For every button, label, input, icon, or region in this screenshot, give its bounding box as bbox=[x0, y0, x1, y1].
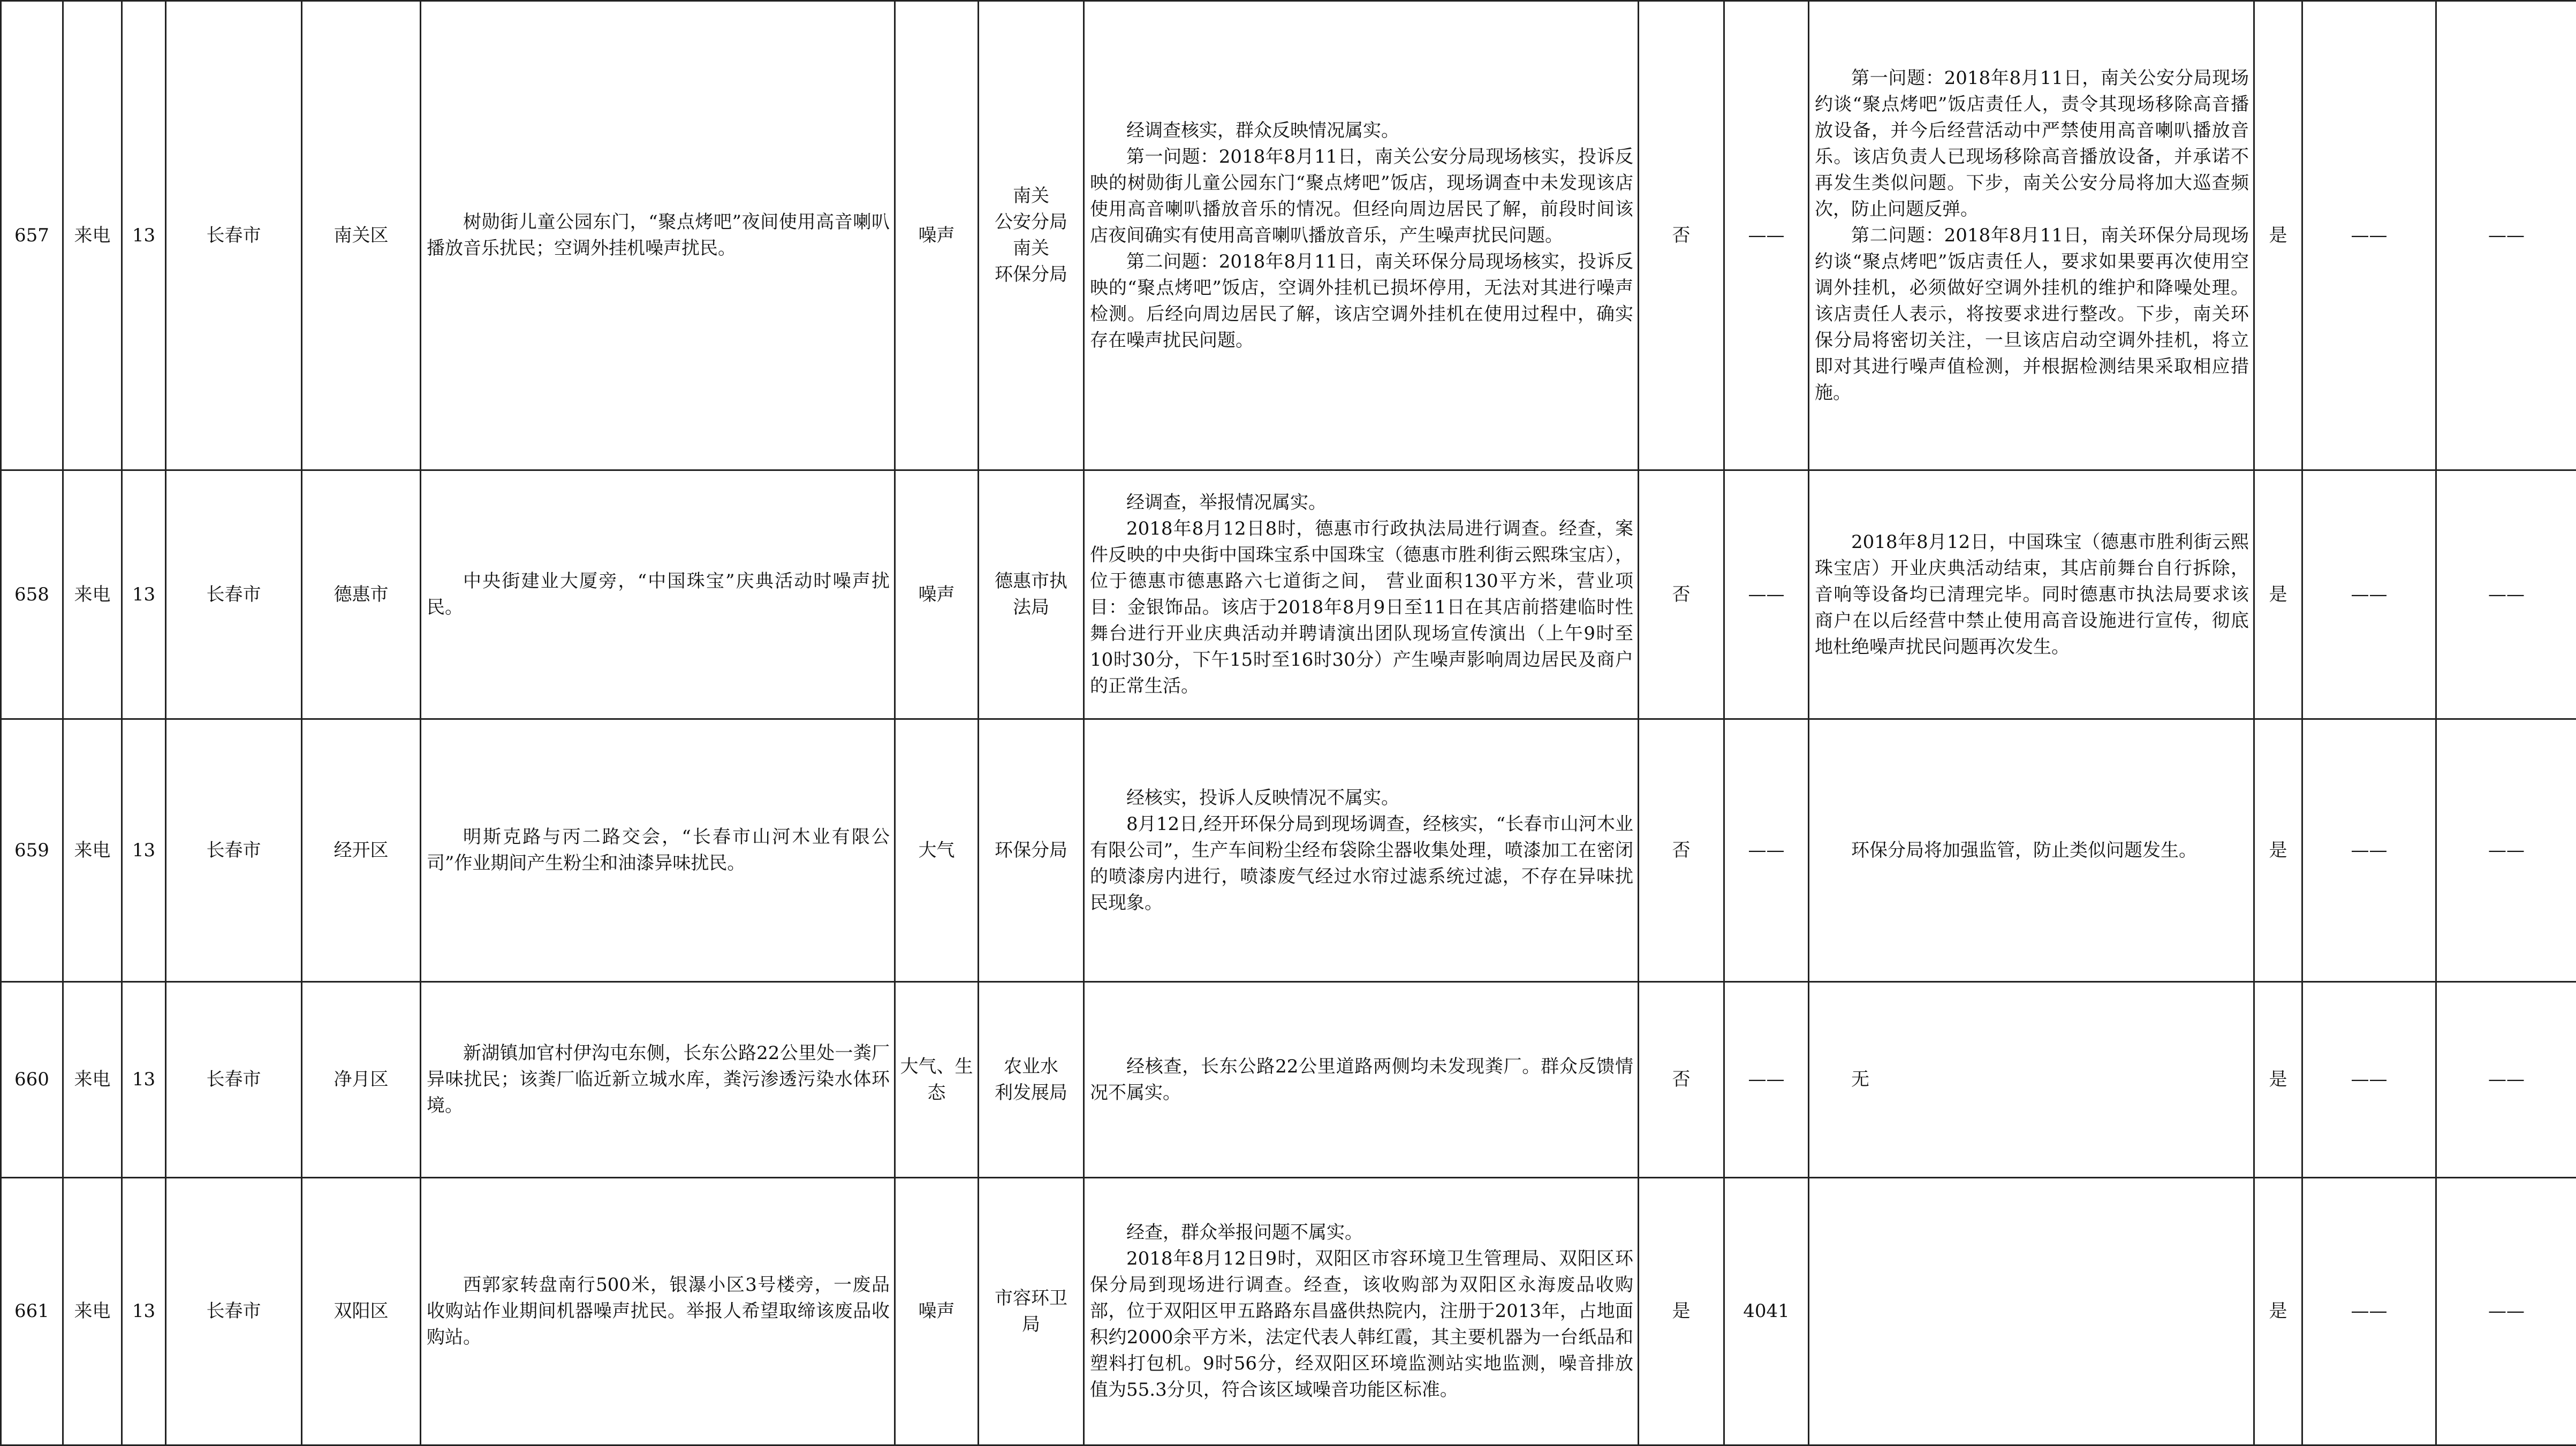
source-cell: 来电 bbox=[63, 982, 122, 1178]
rectification-paragraph: 环保分局将加强监管，防止类似问题发生。 bbox=[1851, 839, 2197, 861]
source-cell: 来电 bbox=[63, 719, 122, 982]
penalty-detail-cell: 4041 bbox=[1724, 1178, 1809, 1445]
source-cell: 来电 bbox=[63, 1, 122, 470]
agency-cell bbox=[979, 1178, 1084, 1445]
rectification-paragraph: 2018年8月12日，中国珠宝（德惠市胜利街云熙珠宝店）开业庆典活动结束，其店前舞台自行拆除，音响等设备均已清理完毕。同时德惠市执法局要求该商户在以后经营中禁止使用高音设施进行宣传，彻底地杜绝噪声扰民问题再次发生。 bbox=[1815, 531, 2249, 658]
agency-cell bbox=[979, 1, 1084, 470]
findings-paragraph: 第二问题：2018年8月11日，南关环保分局现场核实，投诉反映的“聚点烤吧”饭店，空调外挂机已损坏停用，无法对其进行噪声检测。后经向周边居民了解，该店空调外挂机在使用过程中，确实存在噪声扰民问题。 bbox=[1090, 250, 1633, 351]
findings-paragraph: 经核实，投诉人反映情况不属实。 bbox=[1126, 787, 1399, 809]
rectification-cell bbox=[1809, 470, 2254, 719]
city-cell: 长春市 bbox=[166, 982, 302, 1178]
dash-cell: —— bbox=[2302, 470, 2436, 719]
findings-paragraph: 2018年8月12日8时，德惠市行政执法局进行调查。经查，案件反映的中央街中国珠宝系中国珠宝（德惠市胜利街云熙珠宝店），位于德惠市德惠路六七道街之间， 营业面积130平方米，营业项目：金银饰品。该店于2018年8月9日至11日在其店前搭建临时性舞台进行开业庆典活动并聘请演出团队现场宣传演出（上午9时至10时30分，下午15时至16时30分）产生噪声影响周边居民及商户的正常生活。 bbox=[1090, 518, 1633, 697]
city-cell: 长春市 bbox=[166, 470, 302, 719]
agency-line: 南关 bbox=[1013, 185, 1049, 207]
findings-cell bbox=[1084, 470, 1639, 719]
type-cell: 噪声 bbox=[895, 470, 979, 719]
rectification-cell bbox=[1809, 982, 2254, 1178]
complaint-text: 明斯克路与丙二路交会，“长春市山河木业有限公司”作业期间产生粉尘和油漆异味扰民。 bbox=[427, 826, 890, 874]
penalty-detail-cell: —— bbox=[1724, 1, 1809, 470]
findings-paragraph: 8月12日,经开环保分局到现场调查，经核实，“长春市山河木业有限公司”，生产车间粉尘经布袋除尘器收集处理，喷漆加工在密闭的喷漆房内进行，喷漆废气经过水帘过滤系统过滤，不存在异味扰民现象。 bbox=[1090, 813, 1633, 914]
findings-cell bbox=[1084, 1178, 1639, 1445]
rectification-paragraph: 无 bbox=[1851, 1069, 1869, 1090]
table-row bbox=[1, 982, 2576, 1178]
findings-cell bbox=[1084, 982, 1639, 1178]
batch-cell: 13 bbox=[122, 719, 166, 982]
agency-line: 农业水 bbox=[1004, 1055, 1058, 1077]
district-cell: 南关区 bbox=[302, 1, 421, 470]
agency-line: 利发展局 bbox=[995, 1082, 1067, 1103]
findings-paragraph: 经查，群众举报问题不属实。 bbox=[1126, 1222, 1363, 1243]
agency-cell bbox=[979, 470, 1084, 719]
batch-cell: 13 bbox=[122, 1, 166, 470]
complaint-cell bbox=[421, 719, 895, 982]
table-row bbox=[1, 719, 2576, 982]
penalty-cell: 否 bbox=[1639, 982, 1724, 1178]
penalty-cell: 否 bbox=[1639, 719, 1724, 982]
row-number: 661 bbox=[1, 1178, 63, 1445]
closed-cell: 是 bbox=[2254, 1, 2302, 470]
closed-cell: 是 bbox=[2254, 470, 2302, 719]
findings-paragraph: 第一问题：2018年8月11日，南关公安分局现场核实，投诉反映的树勋街儿童公园东门“聚点烤吧”饭店，现场调查中未发现该店使用高音喇叭播放音乐的情况。但经向周边居民了解，前段时间该店夜间确实有使用高音喇叭播放音乐，产生噪声扰民问题。 bbox=[1090, 146, 1633, 246]
complaint-text: 西郭家转盘南行500米，银瀑小区3号楼旁，一废品收购站作业期间机器噪声扰民。举报人希望取缔该废品收购站。 bbox=[427, 1274, 890, 1348]
table-row bbox=[1, 1, 2576, 470]
complaint-cell bbox=[421, 1178, 895, 1445]
findings-paragraph: 经调查，举报情况属实。 bbox=[1126, 492, 1327, 513]
type-cell: 噪声 bbox=[895, 1178, 979, 1445]
agency-line: 公安分局 bbox=[995, 211, 1067, 233]
table-row bbox=[1, 1178, 2576, 1445]
dash-cell: —— bbox=[2302, 719, 2436, 982]
rectification-cell bbox=[1809, 1, 2254, 470]
row-number: 660 bbox=[1, 982, 63, 1178]
city-cell: 长春市 bbox=[166, 719, 302, 982]
dash-cell: —— bbox=[2302, 1178, 2436, 1445]
penalty-cell: 否 bbox=[1639, 470, 1724, 719]
findings-cell bbox=[1084, 1, 1639, 470]
city-cell: 长春市 bbox=[166, 1178, 302, 1445]
agency-cell bbox=[979, 982, 1084, 1178]
district-cell: 双阳区 bbox=[302, 1178, 421, 1445]
rectification-paragraph: 第一问题：2018年8月11日，南关公安分局现场约谈“聚点烤吧”饭店责任人，责令其现场移除高音播放设备，并今后经营活动中严禁使用高音喇叭播放音乐。该店负责人已现场移除高音播放设备，并承诺不再发生类似问题。下步，南关公安分局将加大巡查频次，防止问题反弹。 bbox=[1815, 67, 2249, 220]
closed-cell: 是 bbox=[2254, 1178, 2302, 1445]
dash-cell: —— bbox=[2302, 982, 2436, 1178]
source-cell: 来电 bbox=[63, 470, 122, 719]
row-number: 658 bbox=[1, 470, 63, 719]
dash-cell: —— bbox=[2436, 719, 2576, 982]
district-cell: 净月区 bbox=[302, 982, 421, 1178]
source-cell: 来电 bbox=[63, 1178, 122, 1445]
row-number: 657 bbox=[1, 1, 63, 470]
agency-line: 局 bbox=[1022, 1313, 1040, 1335]
penalty-cell: 否 bbox=[1639, 1, 1724, 470]
agency-line: 环保分局 bbox=[995, 839, 1067, 861]
penalty-cell: 是 bbox=[1639, 1178, 1724, 1445]
rectification-cell bbox=[1809, 1178, 2254, 1445]
findings-paragraph: 2018年8月12日9时，双阳区市容环境卫生管理局、双阳区环保分局到现场进行调查。经查，该收购部为双阳区永海废品收购部，位于双阳区甲五路路东昌盛供热院内，注册于2013年，占地面积约2000余平方米，法定代表人韩红霞，其主要机器为一台纸品和塑料打包机。9时56分，经双阳区环境监测站实地监测，噪音排放值为55.3分贝，符合该区域噪音功能区标准。 bbox=[1090, 1248, 1633, 1401]
complaint-cell bbox=[421, 470, 895, 719]
table-row bbox=[1, 470, 2576, 719]
type-cell: 大气、生态 bbox=[895, 982, 979, 1178]
complaint-text: 新湖镇加官村伊沟屯东侧，长东公路22公里处一粪厂异味扰民；该粪厂临近新立城水库，粪污渗透污染水体环境。 bbox=[427, 1042, 890, 1116]
agency-cell bbox=[979, 719, 1084, 982]
dash-cell: —— bbox=[2436, 982, 2576, 1178]
closed-cell: 是 bbox=[2254, 719, 2302, 982]
dash-cell: —— bbox=[2436, 1178, 2576, 1445]
batch-cell: 13 bbox=[122, 1178, 166, 1445]
complaint-text: 中央街建业大厦旁，“中国珠宝”庆典活动时噪声扰民。 bbox=[427, 570, 890, 618]
rectification-cell bbox=[1809, 719, 2254, 982]
agency-line: 南关 bbox=[1013, 238, 1049, 259]
row-number: 659 bbox=[1, 719, 63, 982]
complaint-cell bbox=[421, 1, 895, 470]
city-cell: 长春市 bbox=[166, 1, 302, 470]
type-cell: 噪声 bbox=[895, 1, 979, 470]
complaint-cell bbox=[421, 982, 895, 1178]
agency-line: 市容环卫 bbox=[995, 1287, 1067, 1309]
findings-paragraph: 经核查，长东公路22公里道路两侧均未发现粪厂。群众反馈情况不属实。 bbox=[1090, 1055, 1633, 1103]
dash-cell: —— bbox=[2436, 1, 2576, 470]
dash-cell: —— bbox=[2436, 470, 2576, 719]
findings-paragraph: 经调查核实，群众反映情况属实。 bbox=[1126, 119, 1399, 141]
agency-line: 法局 bbox=[1013, 597, 1049, 618]
agency-line: 环保分局 bbox=[995, 264, 1067, 285]
district-cell: 经开区 bbox=[302, 719, 421, 982]
closed-cell: 是 bbox=[2254, 982, 2302, 1178]
penalty-detail-cell: —— bbox=[1724, 470, 1809, 719]
type-cell: 大气 bbox=[895, 719, 979, 982]
district-cell: 德惠市 bbox=[302, 470, 421, 719]
findings-cell bbox=[1084, 719, 1639, 982]
batch-cell: 13 bbox=[122, 982, 166, 1178]
rectification-paragraph: 第二问题：2018年8月11日，南关环保分局现场约谈“聚点烤吧”饭店责任人，要求如果要再次使用空调外挂机，必须做好空调外挂机的维护和降噪处理。该店责任人表示，将按要求进行整改。下步，南关环保分局将密切关注，一旦该店启动空调外挂机，将立即对其进行噪声值检测，并根据检测结果采取相应措施。 bbox=[1815, 224, 2249, 404]
dash-cell: —— bbox=[2302, 1, 2436, 470]
complaint-text: 树勋街儿童公园东门，“聚点烤吧”夜间使用高音喇叭播放音乐扰民；空调外挂机噪声扰民。 bbox=[427, 211, 890, 259]
agency-line: 德惠市执 bbox=[995, 570, 1067, 592]
penalty-detail-cell: —— bbox=[1724, 982, 1809, 1178]
penalty-detail-cell: —— bbox=[1724, 719, 1809, 982]
batch-cell: 13 bbox=[122, 470, 166, 719]
